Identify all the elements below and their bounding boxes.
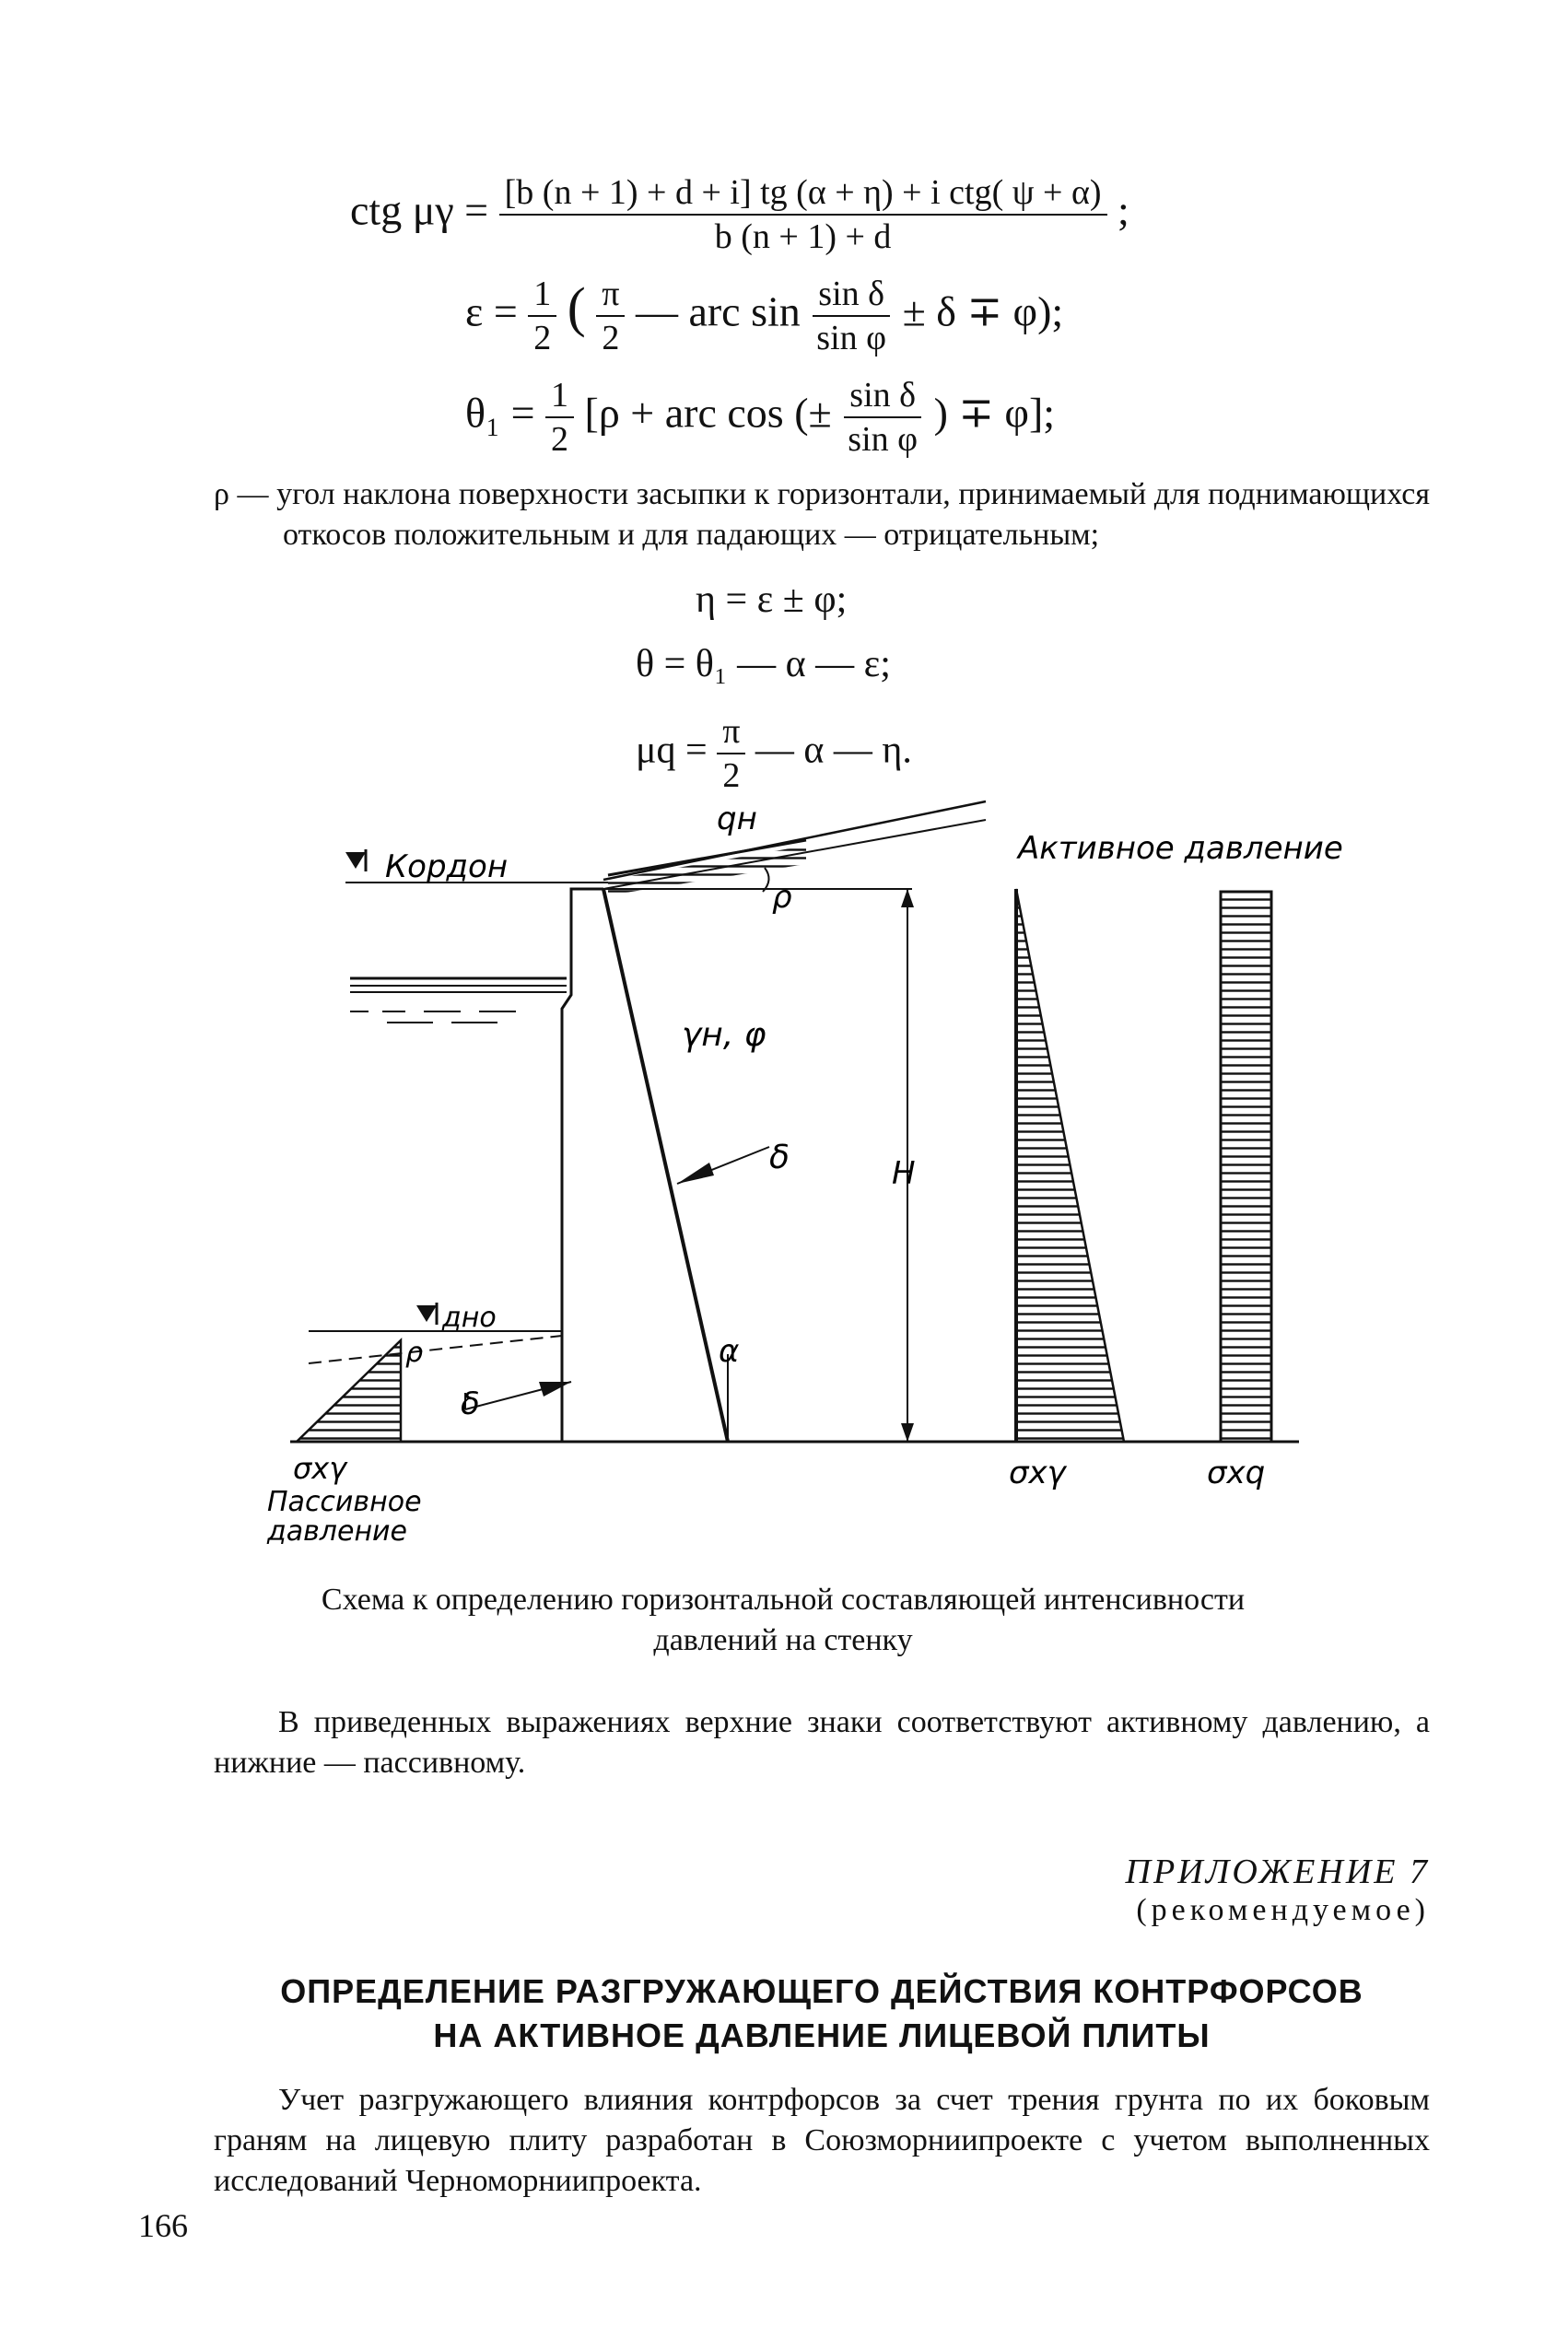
- formula-1-numerator: [b (n + 1) + d + i] tg (α + η) + i ctg( ψ + α): [499, 175, 1107, 216]
- section-heading: ОПРЕДЕЛЕНИЕ РАЗГРУЖАЮЩЕГО ДЕЙСТВИЯ КОНТРФОРСОВ НА АКТИВНОЕ ДАВЛЕНИЕ ЛИЦЕВОЙ ПЛИТЫ: [280, 1972, 1363, 2054]
- formula-mu-q: μq = $\frac{\pi}{2}$ — α — η.: [636, 712, 912, 795]
- note-paragraph: В приведенных выражениях верхние знаки соответствуют активному давлению, а нижние — пассивному.: [214, 1705, 1430, 1780]
- surcharge-load-label: qн: [717, 801, 757, 837]
- formula-1-denominator: b (n + 1) + d: [714, 217, 892, 256]
- formula-theta1: θ₁ = $\frac{1}{2}$ [ρ + arc cos (± $\frac{\text{sin δ}}{\text{sin φ}}$ ) ∓ φ];: [465, 376, 1056, 459]
- soil-properties-label: γн, φ: [682, 1016, 766, 1054]
- alpha-label: α: [719, 1333, 740, 1370]
- active-sigma-q-label: σxq: [1207, 1455, 1266, 1491]
- dno-level-marker: [309, 1303, 562, 1363]
- delta-label-toe: δ: [461, 1385, 480, 1422]
- passive-pressure-label-1: Пассивное: [267, 1486, 422, 1518]
- height-label: H: [892, 1155, 916, 1192]
- rho-definition: ρ — угол наклона поверхности засыпки к горизонтали, принимаемый для поднимающихся откосов положительным и для падающих — отрицательным;: [214, 477, 1430, 552]
- passive-sigma-label: σxγ: [293, 1451, 347, 1486]
- friction-angle-arrow-back: [677, 1147, 769, 1184]
- formula-ctg-mu: ctg μγ = $\frac{\text{[b (n + 1) + d + i] tg (α + η) + i ctg( ψ + α)}}{b (n + 1) + d}$ ;: [350, 173, 1129, 256]
- formula-eta: η = ε ± φ;: [696, 579, 848, 621]
- figure-caption: Схема к определению горизонтальной составляющей интенсивности давлений на стенку: [321, 1583, 1246, 1657]
- body-paragraph: Учет разгружающего влияния контрфорсов за счет трения грунта по их боковым граням на лицевую плиту разработан в Союзморниипроекте с учетом выполненных исследований Черноморниипроекта.: [214, 2083, 1430, 2198]
- passive-pressure-triangle: [297, 1340, 401, 1442]
- active-sigma-gamma-label: σxγ: [1009, 1455, 1066, 1491]
- formula-epsilon: ε = $\frac{1}{2}$ ( $\frac{\pi}{2}$ — arc sin $\frac{\text{sin δ}}{\text{sin φ}}$ ± δ ∓ φ);: [465, 275, 1064, 357]
- active-pressure-triangle: [1016, 889, 1124, 1442]
- dno-label: дно: [442, 1302, 497, 1334]
- kordon-label: Кордон: [385, 848, 509, 885]
- rho-label-bottom: ρ: [405, 1337, 424, 1369]
- appendix-subtitle: (рекомендуемое): [1136, 1893, 1430, 1927]
- delta-label-back: δ: [769, 1139, 790, 1176]
- appendix-title: ПРИЛОЖЕНИЕ 7: [1125, 1853, 1430, 1891]
- formula-theta: θ = θ₁ — α — ε;: [636, 643, 891, 685]
- passive-pressure-label-2: давление: [267, 1515, 408, 1548]
- page-number: 166: [138, 2207, 188, 2244]
- wall-body: [290, 889, 1299, 1442]
- friction-angle-arrow-toe: [465, 1382, 571, 1409]
- active-pressure-label: Активное давление: [1018, 830, 1343, 867]
- rho-label-top: ρ: [772, 879, 792, 916]
- water-surface: [350, 978, 567, 1023]
- surcharge-pressure-rectangle: [1221, 892, 1271, 1442]
